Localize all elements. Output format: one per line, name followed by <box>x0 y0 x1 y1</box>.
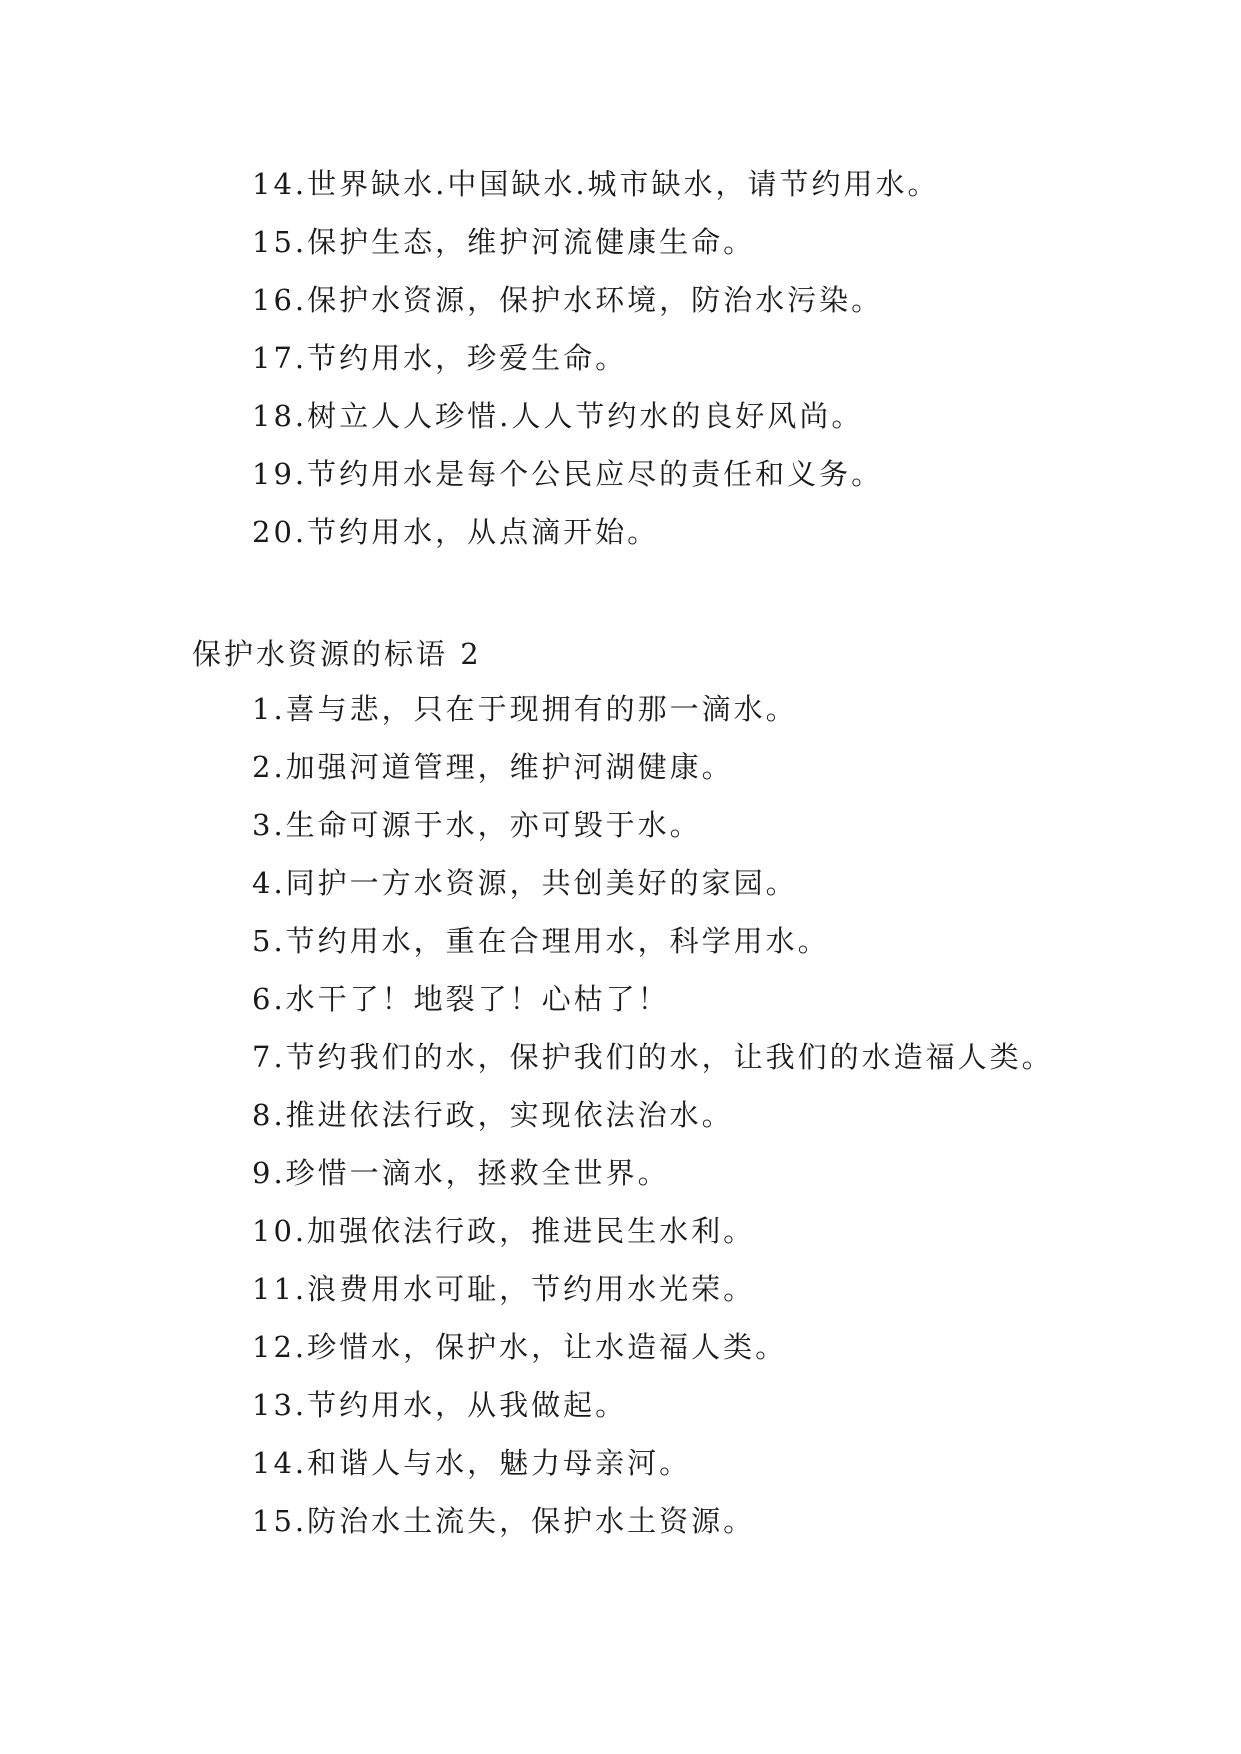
list-item: 8.推进依法行政，实现依法治水。 <box>252 1098 734 1132</box>
list-item: 10.加强依法行政，推进民生水利。 <box>252 1214 756 1248</box>
slogan-list-1 <box>252 155 940 561</box>
list-item: 16.保护水资源，保护水环境，防治水污染。 <box>252 283 884 317</box>
list-item: 1.喜与悲，只在于现拥有的那一滴水。 <box>252 692 798 726</box>
list-item: 6.水干了！地裂了！心枯了！ <box>252 982 670 1016</box>
list-item: 11.浪费用水可耻，节约用水光荣。 <box>252 1272 756 1306</box>
list-item: 5.节约用水，重在合理用水，科学用水。 <box>252 924 830 958</box>
list-item: 12.珍惜水，保护水，让水造福人类。 <box>252 1330 788 1364</box>
list-item: 17.节约用水，珍爱生命。 <box>252 341 628 375</box>
list-item: 14.和谐人与水，魅力母亲河。 <box>252 1446 692 1480</box>
list-item: 3.生命可源于水，亦可毁于水。 <box>252 808 702 842</box>
list-item: 7.节约我们的水，保护我们的水，让我们的水造福人类。 <box>252 1040 1054 1074</box>
section-heading: 保护水资源的标语 2 <box>192 637 482 671</box>
list-item: 14.世界缺水.中国缺水.城市缺水，请节约用水。 <box>252 167 940 201</box>
list-item: 15.防治水土流失，保护水土资源。 <box>252 1504 756 1538</box>
list-item: 18.树立人人珍惜.人人节约水的良好风尚。 <box>252 399 864 433</box>
list-item: 15.保护生态，维护河流健康生命。 <box>252 225 756 259</box>
list-item: 4.同护一方水资源，共创美好的家园。 <box>252 866 798 900</box>
list-item: 20.节约用水，从点滴开始。 <box>252 515 660 549</box>
slogan-list-2 <box>252 680 1054 1550</box>
list-item: 13.节约用水，从我做起。 <box>252 1388 628 1422</box>
list-item: 9.珍惜一滴水，拯救全世界。 <box>252 1156 670 1190</box>
list-item: 2.加强河道管理，维护河湖健康。 <box>252 750 734 784</box>
list-item: 19.节约用水是每个公民应尽的责任和义务。 <box>252 457 884 491</box>
